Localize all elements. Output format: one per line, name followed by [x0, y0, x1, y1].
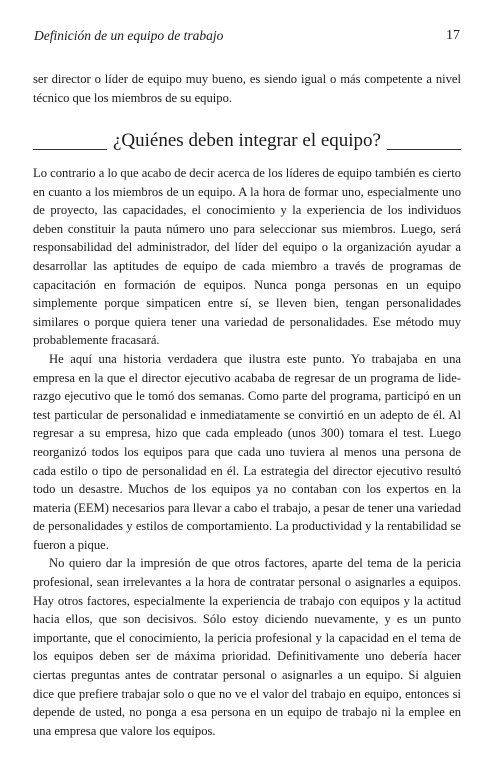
paragraph: No quiero dar la impresión de que otros factores, aparte del tema de la pericia profesional, sean irrelevantes a la hora de contratar personal o asignarles a equipos. Hay otros factores, especialmente la experiencia de trabajo con equipos y la actitud hacia ellos, que son decisivos. Sólo estoy diciendo nuevamente, y es un punto importante, que el conocimiento, la pericia profesional y la capacidad en el tema de los equipos deben ser de máxima prioridad. Definitivamente uno debería hacer ciertas preguntas antes de contratar personal o asignarles a un equipo. Si alguien dice que prefiere trabajar solo o que no ve el valor del trabajo en equipo, entonces si depende de usted, no ponga a esa persona en un equipo de trabajo ni la emplee en una empresa que valore los equipos.	[33, 556, 461, 738]
running-title: Definición de un equipo de trabajo	[34, 28, 224, 43]
running-head	[34, 28, 460, 48]
paragraph: Lo contrario a lo que acabo de decir acerca de los líderes de equipo también es cierto en cuanto a los miembros de un equipo. A la hora de formar uno, especialmente uno de proyecto, las capacidades, el conocimiento y la experiencia de los individuos deben constituir la pauta número uno para seleccionar sus miembros. Luego, será responsabilidad del administrador, del líder del equipo o la organización ayudar a desarrollar las aptitudes de equipo de cada miembro a través de programas de capacitación en formación de equipos. Nunca ponga personas en un equipo simplemente porque simpaticen entre sí, se lleven bien, tengan personalidades similares o porque quiera tener una variedad de personalidades. Ese método muy probablemente fracasará.	[33, 166, 461, 348]
main-text	[33, 164, 461, 740]
section-heading-block	[33, 128, 461, 158]
intro-paragraph: ser director o líder de equipo muy bueno, es siendo igual o más competente a nivel técnico que los miembros de su equipo.	[33, 72, 461, 105]
section-heading-text: ¿Quiénes deben integrar el equipo?	[107, 130, 387, 151]
intro-text	[33, 70, 461, 107]
section-heading	[33, 128, 461, 154]
page-number: 17	[446, 28, 460, 43]
paragraph: He aquí una historia verdadera que ilustra este punto. Yo trabajaba en una empresa en la que el director ejecutivo acababa de regresar de un programa de liderazgo ejecutivo que le tomó dos semanas. Como parte del programa, participó en un test particular de personalidad e inmediatamente se convirtió en un adepto de él. Al regresar a su empresa, hizo que cada empleado (unos 300) tomara el test. Luego reorganizó todos los equipos para que cada uno tuviera al menos una persona de cada estilo o tipo de personalidad en él. La estrategia del director ejecutivo resultó todo un desastre. Muchos de los equipos ya no contaban con los expertos en la materia (EEM) necesarios para llevar a cabo el trabajo, a pesar de tener una variedad de personalidades y estilos de comportamiento. La productividad y la rentabilidad se fueron a pique.	[33, 351, 461, 552]
